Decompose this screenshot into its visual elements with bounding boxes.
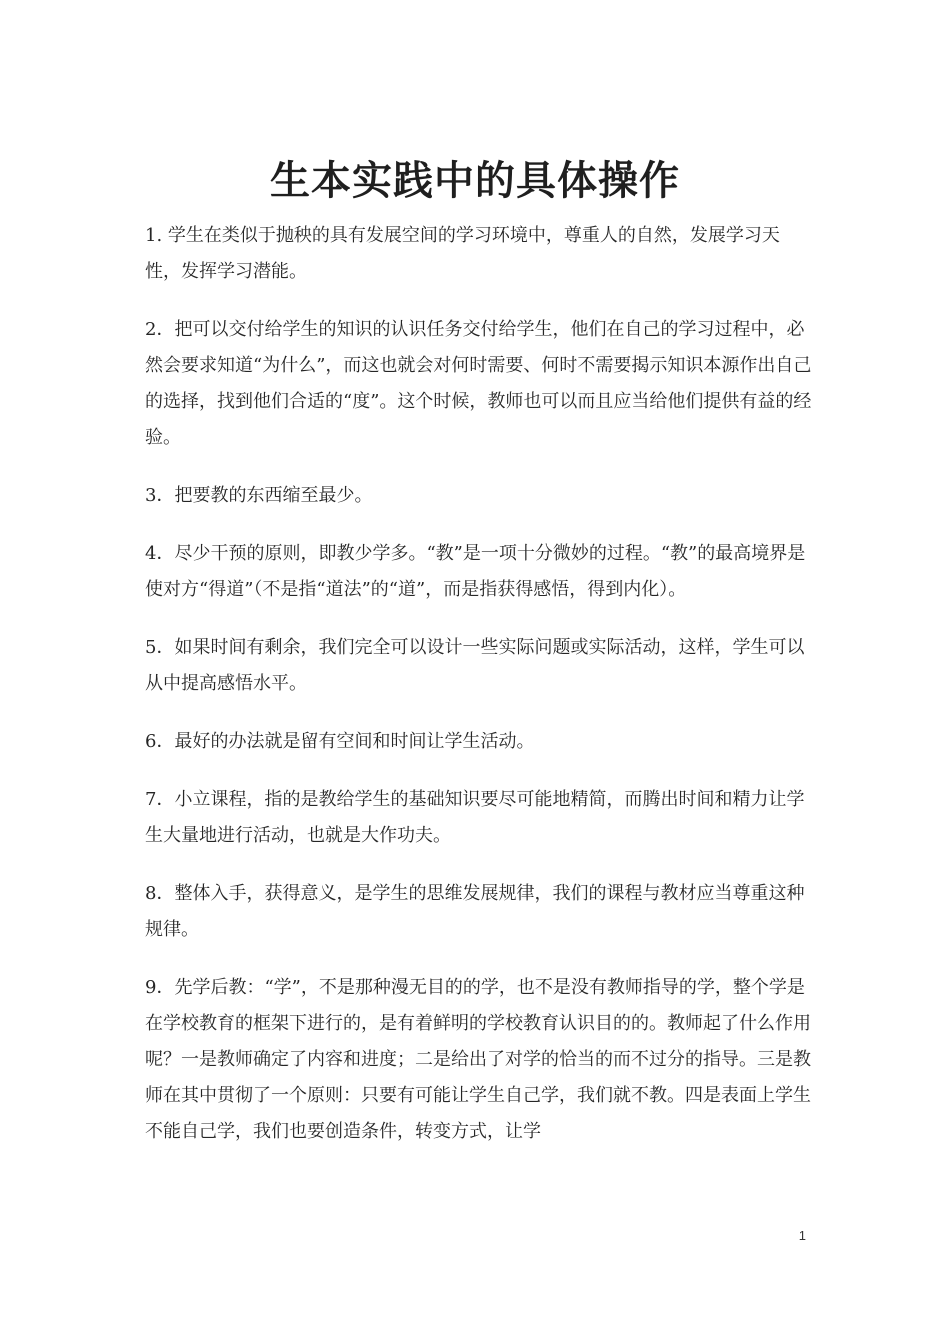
paragraph-1: 1. 学生在类似于抛秧的具有发展空间的学习环境中，尊重人的自然，发展学习天性，发挥学习潜能。 xyxy=(145,225,780,282)
paragraph-5: 5．如果时间有剩余，我们完全可以设计一些实际问题或实际活动，这样，学生可以从中提高感悟水平。 xyxy=(145,637,805,694)
paragraph-8: 8．整体入手，获得意义，是学生的思维发展规律，我们的课程与教材应当尊重这种规律。 xyxy=(145,883,805,940)
paragraph-6: 6．最好的办法就是留有空间和时间让学生活动。 xyxy=(145,731,535,752)
paragraph-7: 7．小立课程，指的是教给学生的基础知识要尽可能地精简，而腾出时间和精力让学生大量地进行活动，也就是大作功夫。 xyxy=(145,789,805,846)
document-body xyxy=(145,218,815,1172)
paragraph-4: 4．尽少干预的原则，即教少学多。“教”是一项十分微妙的过程。“教”的最高境界是使对方“得道”（不是指“道法”的“道”，而是指获得感悟，得到内化）。 xyxy=(145,543,806,600)
document-title: 生本实践中的具体操作 xyxy=(270,157,680,204)
paragraph-9: 9．先学后教：“学”，不是那种漫无目的的学，也不是没有教师指导的学，整个学是在学校教育的框架下进行的，是有着鲜明的学校教育认识目的的。教师起了什么作用呢？一是教师确定了内容和进度；二是给出了对学的恰当的而不过分的指导。三是教师在其中贯彻了一个原则：只要有可能让学生自己学，我们就不教。四是表面上学生不能自己学，我们也要创造条件，转变方式，让学 xyxy=(145,977,811,1142)
page-number: 1 xyxy=(798,1228,806,1243)
paragraph-3: 3．把要教的东西缩至最少。 xyxy=(145,485,373,506)
paragraph-2: 2．把可以交付给学生的知识的认识任务交付给学生，他们在自己的学习过程中，必然会要求知道“为什么”，而这也就会对何时需要、何时不需要揭示知识本源作出自己的选择，找到他们合适的“度”。这个时候，教师也可以而且应当给他们提供有益的经验。 xyxy=(145,319,812,448)
